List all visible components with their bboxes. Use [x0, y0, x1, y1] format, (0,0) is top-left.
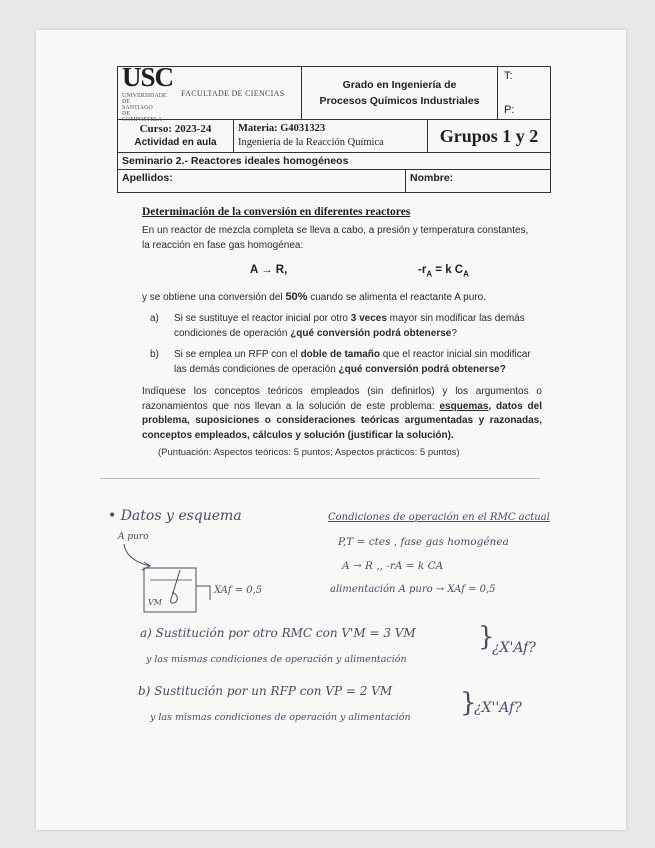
- question-b-question: ¿qué conversión podrá obtenerse?: [338, 363, 506, 375]
- question-a-pre: Si se sustituye el reactor inicial por otro: [174, 313, 351, 324]
- question-a-post: mayor sin modificar las demás condiciones de operación: [174, 313, 525, 339]
- conversion-pre: y se obtiene una conversión del: [142, 292, 286, 303]
- tp-block: [498, 67, 550, 119]
- question-a: [150, 312, 540, 341]
- degree-line1: Grado en Ingeniería de: [342, 79, 457, 91]
- conversion-value: 50%: [285, 291, 308, 303]
- hw-reactor-label: VM: [148, 598, 162, 607]
- usc-logo-text: USC: [122, 61, 174, 92]
- intro-line2: la reacción en fase gas homogénea:: [142, 239, 304, 251]
- nombre-field[interactable]: Nombre:: [410, 172, 454, 184]
- question-b-pre: Si se emplea un RFP con el: [174, 349, 301, 360]
- problem-intro: [142, 224, 542, 253]
- t-label: T:: [504, 70, 513, 82]
- curso-label: Curso: 2023-24: [139, 123, 212, 135]
- hw-b-brace: }: [460, 688, 477, 718]
- header-row-top: [118, 61, 550, 123]
- instructions-bold: , datos del problema, suposiciones o consideraciones teóricas argumentadas y razonadas, conceptos empleados, cálculos y solución (justificar la solución).: [142, 400, 543, 441]
- feed-line: [124, 544, 150, 566]
- rate-law: $-r_A = k$ $C_A$: [418, 264, 469, 279]
- scoring-note: (Puntuación: Aspectos teóricos: 5 puntos; Aspectos prácticos: 5 puntos): [158, 447, 460, 458]
- header-table: [117, 61, 551, 193]
- hw-a-line1: a) Sustitución por otro RMC con V'M = 3 VM: [140, 626, 416, 640]
- hw-a-question: ¿X'Af?: [492, 640, 536, 656]
- question-b-bold: doble de tamaño: [300, 349, 381, 360]
- outlet-line: [196, 586, 210, 600]
- p-label: P:: [504, 104, 515, 116]
- usc-logo-subtitle: UNIVERSIDADE DE SANTIAGO DE COMPOSTELA: [122, 92, 167, 123]
- header-row-seminar: [118, 153, 550, 170]
- instructions: [142, 385, 542, 443]
- hw-cond-line1: P,T = ctes , fase gas homogénea: [338, 536, 509, 548]
- instructions-pre: Indíquese los conceptos teóricos empleados (sin definirlos) y los argumentos o razonamientos que nos llevan a la solución de este problema:: [142, 386, 542, 412]
- actividad-label: Actividad en aula: [134, 137, 217, 148]
- reactor-sketch: [110, 540, 270, 620]
- conversion-sentence: [142, 290, 542, 306]
- question-a-label: a): [150, 313, 159, 324]
- intro-line1: En un reactor de mezcla completa se lleva a cabo, a presión y temperatura constantes,: [142, 225, 529, 236]
- groups-label: Grupos 1 y 2: [439, 125, 539, 146]
- header-row-course: [118, 120, 550, 153]
- question-a-bold: 3 veces: [350, 313, 387, 324]
- hw-b-question: ¿X''Af?: [474, 700, 522, 716]
- apellidos-field[interactable]: Apellidos:: [118, 170, 406, 192]
- question-a-end: ?: [451, 327, 457, 339]
- subject-block: [234, 120, 428, 152]
- hw-heading: • Datos y esquema: [108, 508, 242, 524]
- instructions-esquemas: esquemas: [439, 400, 489, 412]
- hw-b-line2: y las mismas condiciones de operación y alimentación: [150, 712, 411, 723]
- problem-title: Determinación de la conversión en diferentes reactores: [142, 206, 411, 218]
- hw-b-line1: b) Sustitución por un RFP con VP = 2 VM: [138, 684, 393, 698]
- hw-cond-title: Condiciones de operación en el RMC actual: [328, 512, 550, 523]
- question-b-label: b): [150, 349, 159, 360]
- faculty-name: FACULTADE DE CIENCIAS: [181, 88, 285, 98]
- hw-cond-line3: alimentación A puro → XAf = 0,5: [330, 584, 496, 595]
- degree-block: [302, 67, 498, 119]
- materia-label: Materia: G4031323: [238, 123, 326, 134]
- hw-a-puro: A puro: [118, 532, 149, 542]
- question-b-post: que el reactor inicial sin modificar las demás condiciones de operación: [174, 349, 531, 375]
- course-block: [118, 120, 234, 152]
- hw-a-line2: y las mismas condiciones de operación y alimentación: [146, 654, 407, 665]
- usc-logo-block: [118, 61, 302, 123]
- usc-logo: [122, 61, 174, 123]
- stirrer-icon: [171, 570, 180, 603]
- hw-xaf: XAf = 0,5: [214, 585, 263, 596]
- separator-line: [100, 478, 540, 479]
- conversion-post: cuando se alimenta el reactante A puro.: [307, 292, 486, 303]
- question-b: [150, 348, 540, 377]
- materia-name: Ingeniería de la Reacción Química: [238, 137, 384, 148]
- degree-line2: Procesos Químicos Industriales: [319, 95, 480, 107]
- hw-a-brace: }: [478, 622, 495, 652]
- seminar-title: Seminario 2.- Reactores ideales homogéneos: [122, 155, 349, 167]
- header-row-name: [118, 170, 550, 192]
- question-a-question: ¿qué conversión podrá obtenerse: [290, 327, 452, 339]
- reaction-equation: A → R,: [250, 264, 288, 276]
- hw-cond-line2: A → R ,, -rA = k CA: [342, 560, 444, 572]
